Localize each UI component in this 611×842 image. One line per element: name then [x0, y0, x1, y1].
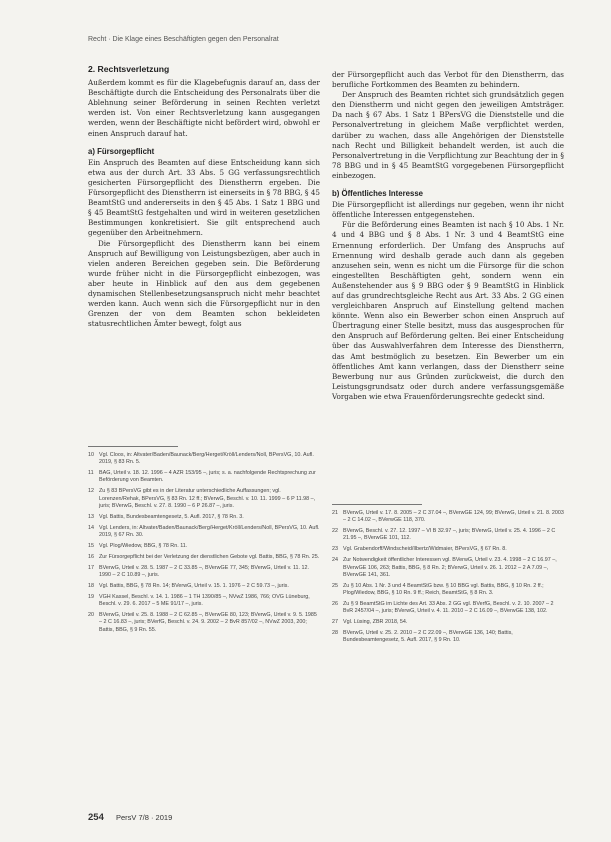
footnote-number: 16	[88, 553, 94, 560]
footnote-text: Vgl. Battis, Bundesbeamtengesetz, 5. Aufl. 2017, § 78 Rn. 3.	[99, 513, 244, 520]
footnote-text: Zur Fürsorgepflicht bei der Verletzung der dienstlichen Gebote vgl. Battis, BBG, § 78 Rn. 25.	[99, 553, 320, 560]
footnote-text: BVerwG, Urteil v. 17. 8. 2005 – 2 C 37.04 –, BVerwGE 124, 99; BVerwG, Urteil v. 21. 8. 2003 – 2 C 14.02 –, BVerwGE 118, 370.	[343, 510, 564, 524]
footnote-text: BAG, Urteil v. 18. 12. 1996 – 4 AZR 153/95 –, juris; s. a. nachfolgende Rechtsprechung zur Beförderung von Beamten.	[99, 470, 316, 484]
paragraph: Die Fürsorgepflicht des Dienstherrn kann bei einem Anspruch auf Bewilligung von Leistungsbezügen, aber auch in vielen anderen Bereichen gegeben sein. Die Beförderung wurde früher nicht in die Fürsorgepflicht einbezogen, was aber heute in Hinblick auf den aus dem gegebenen dynamischen Stellenbesetzungsanspruch nicht mehr beachtet werden kann. Auch wenn sich die Fürsorgepflicht nur in den Grenzen der von dem Beamten schon bekleideten statusrechtlichen Ämter bewegt, folgt aus	[88, 238, 320, 329]
footnote-text: Vgl. Grabendorff/Windscheid/Ilbertz/Widmaier, BPersVG, § 67 Rn. 8.	[343, 546, 507, 553]
footnote	[88, 488, 320, 510]
subheading-oeffentliches-interesse: b) Öffentliches Interesse	[332, 189, 423, 199]
footnote	[88, 514, 320, 521]
footnote-text: Zu § 9 BeamtStG im Lichte des Art. 33 Abs. 2 GG vgl. BVerfG, Beschl. v. 2. 10. 2007 – 2 BvR 2457/04 –, juris; BVerwG, Urteil v. 4. 11. 2010 – 2 C 16.09 –, BVerwGE 138, 102.	[343, 600, 554, 615]
footnote-number: 15	[88, 542, 94, 549]
footnote	[88, 583, 320, 590]
footnote-number: 25	[332, 582, 338, 589]
footnote-text: Vgl. Lüsing, ZBR 2018, 54.	[343, 619, 408, 626]
footnote	[88, 554, 320, 561]
footnote-number: 22	[332, 528, 338, 535]
footnote	[88, 525, 320, 540]
footnote-number: 14	[88, 524, 94, 531]
footnote-text: BVerwG, Urteil v. 25. 8. 1988 – 2 C 62.85 –, BVerwGE 80, 123; BVerwG, Urteil v. 9. 5. 1985 – 2 C 16.83 –, juris; BVerfG, Beschl. v. 24. 9. 2002 – 2 BvR 857/02 –, NVwZ 2003, 200; Battis, BBG, § 9 Rn. 55.	[99, 611, 317, 633]
section-heading: 2. Rechtsverletzung	[88, 64, 170, 74]
footnote	[88, 543, 320, 550]
paragraph: Ein Anspruch des Beamten auf diese Entscheidung kann sich etwa aus der durch Art. 33 Abs. 5 GG verfassungsrechtlich gesicherten Fürsorgepflicht des Dienstherrn ergeben. Die Fürsorgepflicht des Dienstherrn ist einerseits in § 78 BBG, § 45 BeamtStG und andererseits in den § 45 Abs. 1 Satz 1 BBG und § 45 BeamtStG festgehalten und wird in weiteren gesetzlichen Bestimmungen konkretisiert. Sie gilt entsprechend auch gegenüber den Arbeitnehmern.	[88, 157, 320, 238]
footnote	[332, 546, 564, 553]
footnote-text: Zu § 83 BPersVG gibt es in der Literatur unterschiedliche Auffassungen; vgl. Lorenzen/Rehak, BPersVG, § 83 Rn. 12 ff.; BVerwG, Beschl. v. 10. 11. 1999 – 6 P 11.98 –, juris; BVerwG, Beschl. v. 27. 8. 1990 – 6 P 26.87 –, juris.	[99, 488, 316, 509]
footnote-number: 17	[88, 564, 94, 571]
running-head: Recht · Die Klage eines Beschäftigten gegen den Personalrat	[88, 36, 279, 43]
footnote-number: 24	[332, 557, 338, 564]
footnote-text: Zu § 10 Abs. 1 Nr. 3 und 4 BeamtStG bzw. § 10 BBG vgl. Battis, BBG, § 10 Rn. 2 ff.; Plog/Wiedow, BBG, § 10 Rn. 9 ff.; Reich, BeamtStG, § 8 Rn. 3.	[343, 582, 544, 597]
paragraph: Die Fürsorgepflicht ist allerdings nur gegeben, wenn ihr nicht öffentliche Interessen entgegenstehen.	[332, 200, 564, 220]
footnote	[88, 565, 320, 580]
footnote	[332, 619, 564, 626]
right-column	[332, 70, 564, 402]
footnotes-right	[332, 510, 564, 648]
footnote-text: BVerwG, Urteil v. 25. 2. 2010 – 2 C 22.09 –, BVerwGE 136, 140; Battis, Bundesbeamtengesetz, 5. Aufl. 2017, § 9 Rn. 10.	[343, 630, 513, 644]
footnotes-left	[88, 452, 320, 637]
footnote-text: Zur Notwendigkeit öffentlicher Interessen vgl. BVerwG, Urteil v. 23. 4. 1998 – 2 C 16.97 –, BVerwGE 106, 263; Battis, BBG, § 8 Rn. 2; BVerwG, Urteil v. 26. 1. 2012 – 2 A 7.09 –, BVerwGE 141, 361.	[343, 557, 557, 578]
footnote-text: Vgl. Plog/Wiedow, BBG, § 78 Rn. 11.	[99, 542, 188, 549]
footnote	[332, 583, 564, 598]
page-number: 254	[88, 812, 104, 823]
footnote-number: 10	[88, 452, 94, 458]
journal-issue: PersV 7/8 · 2019	[115, 813, 173, 822]
page-footer	[88, 812, 172, 823]
footnote-number: 12	[88, 488, 94, 495]
footnote-number: 18	[88, 582, 94, 589]
footnote	[332, 510, 564, 525]
footnote-number: 27	[332, 619, 338, 626]
left-column	[88, 64, 320, 329]
footnote	[88, 452, 320, 467]
intro-paragraph: Außerdem kommt es für die Klagebefugnis darauf an, dass der Beschäftigte durch die Entscheidung des Personalrats über die Ablehnung seiner Beförderung in seinen Rechten verletzt werden ist. Von einer Rechtsverletzung kann ausgegangen werden, wenn der Beschäftigte nicht befördert wird, obwohl er einen Anspruch darauf hat.	[88, 78, 320, 138]
footnote-number: 23	[332, 546, 338, 553]
footnote-number: 28	[332, 630, 338, 637]
footnote	[332, 601, 564, 616]
subheading-fuersorgepflicht: a) Fürsorgepflicht	[88, 146, 155, 156]
footnote-text: Vgl. Cloos, in: Altvater/Baden/Baunack/Berg/Herget/Kröll/Lenders/Noll, BPersVG, 10. Aufl. 2019, § 83 Rn. 5.	[99, 452, 314, 466]
footnote-number: 26	[332, 600, 338, 607]
footnote	[332, 630, 564, 645]
footnote	[332, 557, 564, 579]
footnote	[332, 528, 564, 543]
footnote-text: VGH Kassel, Beschl. v. 14. 1. 1986 – 1 TH 1390/85 –, NVwZ 1986, 766; OVG Lüneburg, Beschl. v. 29. 6. 2017 – 5 ME 91/17 –, juris.	[99, 593, 310, 608]
paragraph: Der Anspruch des Beamten richtet sich grundsätzlich gegen den Dienstherrn und nicht gegen den jeweiligen Amtsträger. Da nach § 67 Abs. 1 Satz 1 BPersVG die Dienststelle und die Personalvertretung in gleichem Maße verpflichtet werden, darüber zu wachen, dass alle Angehörigen der Dienststelle nach Recht und Billigkeit behandelt werden, ist auch die Personalvertretung in die Verpflichtung zur Beachtung der in § 78 BBG und in § 45 BeamtStG vorgegebenen Fürsorgepflicht einbezogen.	[332, 90, 564, 180]
footnote-text: BVerwG, Urteil v. 28. 5. 1987 – 2 C 33.85 –, BVerwGE 77, 345; BVerwG, Urteil v. 11. 12. 1990 – 2 C 10.89 –, juris.	[99, 564, 310, 579]
footnote-number: 21	[332, 510, 338, 516]
footnote-number: 11	[88, 470, 94, 477]
footnote-text: BVerwG, Beschl. v. 27. 12. 1997 – VI B 32.97 –, juris; BVerwG, Urteil v. 25. 4. 1996 – 2 C 21.95 –, BVerwGE 101, 112.	[343, 528, 556, 542]
footnote	[88, 470, 320, 485]
footnote-text: Vgl. Lenders, in: Altvater/Baden/Baunack/Berg/Herget/Kröll/Lenders/Noll, BPersVG, 10. Aufl. 2019, § 67 Rn. 30.	[99, 524, 320, 539]
footnote-divider	[332, 504, 422, 505]
footnote-number: 20	[88, 611, 94, 618]
paragraph: der Fürsorgepflicht auch das Verbot für den Dienstherrn, das berufliche Fortkommen des Beamten zu behindern.	[332, 70, 564, 90]
footnote	[88, 594, 320, 609]
footnote-number: 19	[88, 593, 94, 600]
footnote	[88, 612, 320, 634]
footnote-number: 13	[88, 513, 94, 520]
footnote-text: Vgl. Battis, BBG, § 78 Rn. 14; BVerwG, Urteil v. 15. 1. 1976 – 2 C 59.73 –, juris.	[99, 582, 289, 589]
paragraph: Für die Beförderung eines Beamten ist nach § 10 Abs. 1 Nr. 4 und 4 BBG und § 8 Abs. 1 Nr. 3 und 4 BeamtStG eine Ernennung erforderlich. Der Umfang des Anspruchs auf Ernennung wird deshalb gerade auch dann als gegeben anzusehen sein, wenn es nicht um die Fürsorge für die schon eingestellten Beschäftigten geht, sondern wenn ein Außenstehender aus § 9 BBG oder § 9 BeamtStG in Hinblick auf das grundrechtsgleiche Recht aus Art. 33 Abs. 2 GG einen vergleichbaren Anspruch auf Einstellung geltend machen könnte. Wenn also ein Bewerber schon einen Anspruch auf Übertragung einer Stelle besitzt, muss das ausgesprochen für den Anspruch auf Beförderung gelten. Bei einer Entscheidung über das Auswahlverfahren dem Interesse des Dienstherrn, das Amt bestmöglich zu besetzen. Ein Bewerber um ein öffentliches Amt kann verlangen, dass der Dienstherr seine Bewerbung nur aus Gründen zurückweist, die durch den Leistungsgrundsatz oder durch andere verfassungsgemäße Vorgaben wie etwa Frauenförderungsrechte gedeckt sind.	[332, 220, 564, 401]
footnote-divider	[88, 446, 178, 447]
